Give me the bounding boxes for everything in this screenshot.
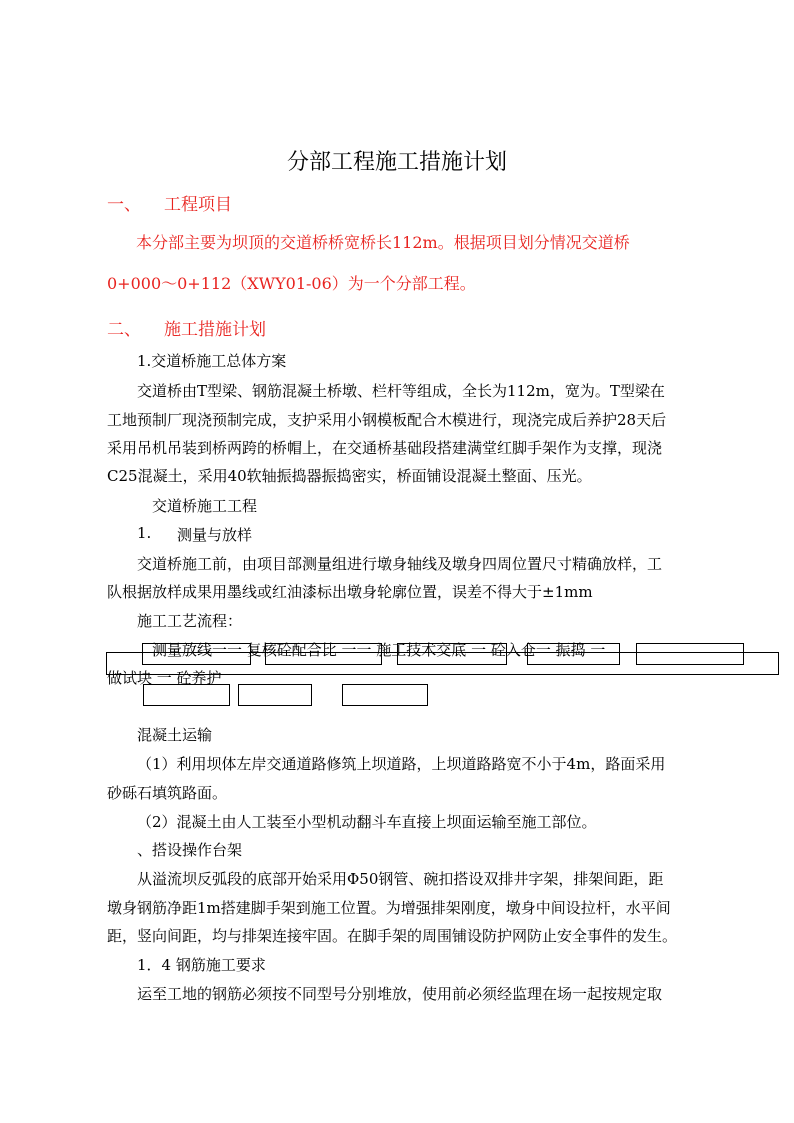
flow-box-test-block [143,684,230,706]
subsection-1-line-3: 采用吊机吊装到桥两跨的桥帽上，在交通桥基础段搭建满堂红脚手架作为支撑，现浇 [107,439,663,457]
item-1-title: 测量与放样 [177,526,253,544]
subsection-1-line-1: 交道桥由T型梁、钢筋混凝土桥墩、栏杆等组成，全长为112m，宽为。T型梁在 [137,382,665,400]
flow-box-curing [238,684,312,706]
section-2-title: 施工措施计划 [164,320,266,340]
transport-item-1-cont: 砂砾石填筑路面。 [107,784,228,802]
scaffold-heading: 、搭设操作台架 [137,841,243,859]
rebar-line-1: 运至工地的钢筋必须按不同型号分别堆放，使用前必须经监理在场一起按规定取 [137,985,663,1003]
item-1-line-2: 队根据放样成果用墨线或红油漆标出墩身轮廓位置，误差不得大于±1mm [107,583,593,601]
flow-box-end [342,684,428,706]
section-1-title: 工程项目 [164,195,232,215]
flow-box-outer [106,652,779,675]
transport-heading: 混凝土运输 [137,726,213,744]
scaffold-line-1: 从溢流坝反弧段的底部开始采用Φ50钢管、碗扣搭设双排井字架，排架间距，距 [137,870,664,888]
transport-item-2: （2）混凝土由人工装至小型机动翻斗车直接上坝面运输至施工部位。 [137,813,597,831]
flow-row-1: 测量放线一一 复核砼配合比 一一 施工技术交底 一 砼入仓一 振捣 一 [152,641,606,659]
scaffold-line-3: 距，竖向间距，均与排架连接牢固。在脚手架的周围铺设防护网防止安全事件的发生。 [107,927,678,945]
subsection-1-line-2: 工地预制厂现浇预制完成，支护采用小钢模板配合木模进行，现浇完成后养护28天后 [107,411,667,429]
section-2-number: 二、 [107,320,141,340]
section-1-line-1: 本分部主要为坝顶的交道桥桥宽桥长112m。根据项目划分情况交道桥 [136,233,630,252]
item-1-number: 1. [137,524,152,542]
page-title: 分部工程施工措施计划 [286,150,507,175]
section-1-number: 一、 [107,195,141,215]
flow-row-2: 做试块 一 砼养护 [107,669,222,687]
section-1-line-2: 0+000～0+112（XWY01-06）为一个分部工程。 [107,274,476,293]
subsection-2-heading: 交道桥施工工程 [152,497,258,515]
rebar-heading: 1．4 钢筋施工要求 [137,956,266,974]
transport-item-1: （1）利用坝体左岸交通道路修筑上坝道路，上坝道路路宽不小于4m，路面采用 [137,755,666,773]
process-label: 施工工艺流程： [137,612,243,630]
subsection-1-line-4: C25混凝土，采用40软轴振捣器振捣密实，桥面铺设混凝土整面、压光。 [107,467,592,485]
item-1-line-1: 交道桥施工前，由项目部测量组进行墩身轴线及墩身四周位置尺寸精确放样，工 [137,555,663,573]
subsection-1-heading: 1.交道桥施工总体方案 [137,352,287,370]
scaffold-line-2: 墩身钢筋净距1m搭建脚手架到施工位置。为增强排架刚度，墩身中间设拉杆，水平间 [107,899,671,917]
